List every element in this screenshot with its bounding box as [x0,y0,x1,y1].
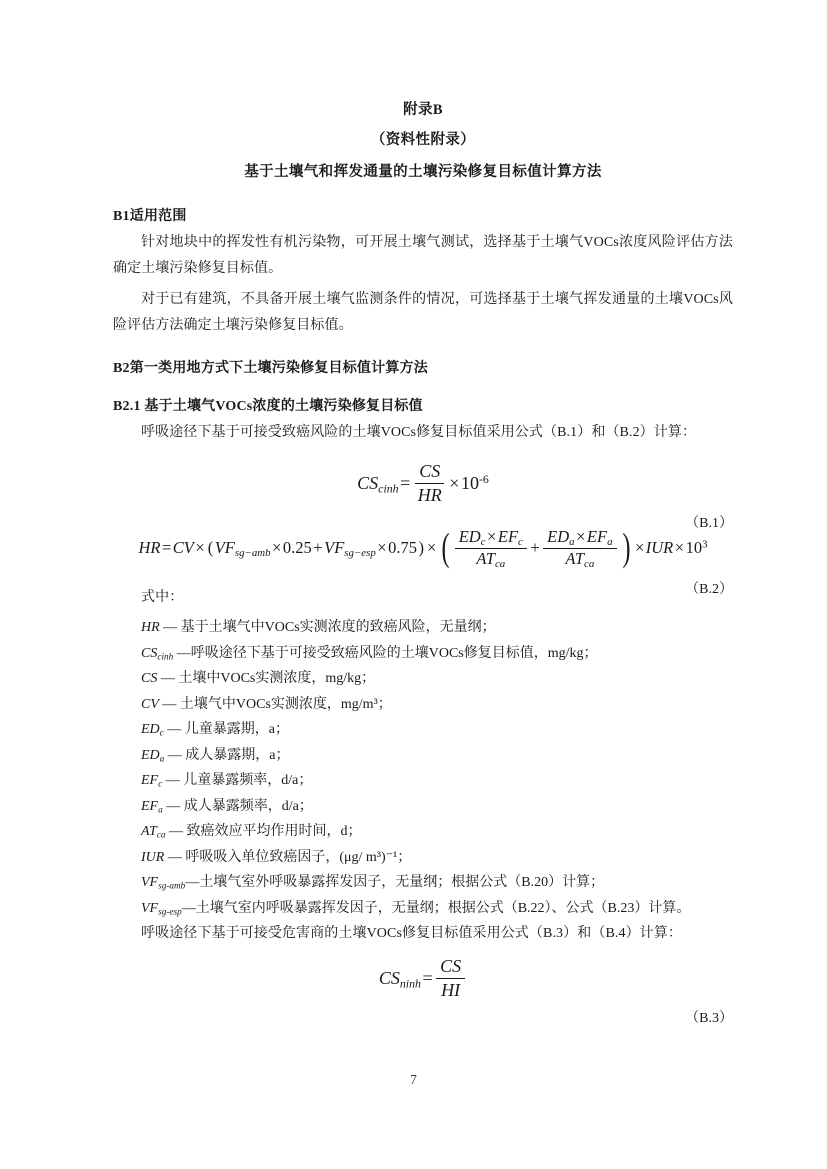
equation-b2-lhs: HR [138,538,161,557]
term-iur: IUR [645,538,674,557]
equation-number-b1: （B.1） [685,516,733,531]
appendix-title: 附录B [403,102,443,118]
definition-item: $VF_{sg-amb}—$土壤气室外呼吸暴露挥发因子，无量纲；根据公式（B.20）计算； [141,875,605,891]
multiply-sign: × [377,538,387,557]
equals-sign: = [400,472,411,493]
page-number: 7 [410,1072,417,1087]
fraction-numerator: $ED_a\times EF_a$ [543,528,616,548]
definition-item: $EF_c$ — 儿童暴露频率，d/a； [141,773,313,789]
definition-item: $CS_{cinh}$ —呼吸途径下基于可接受致癌风险的土壤VOCs修复目标值，mg/kg； [141,645,598,662]
big-close-paren: ) [621,525,630,569]
equation-number-b3: （B.3） [685,1011,733,1026]
definition-item: $EF_a$ — 成人暴露频率，d/a； [141,798,313,815]
plus-sign: + [313,538,323,557]
term-vf-esp: $VF_{sg-esp}$ [324,538,376,560]
definition-item: HR — 基于土壤气中VOCs实测浓度的致癌风险，无量纲； [141,620,496,635]
fraction-denominator: $AT_{ca}$ [565,548,595,570]
coefficient-esp: 0.75 [388,538,417,557]
multiply-sign: × [634,538,645,557]
open-paren: ( [207,538,214,557]
appendix-title-block [113,95,733,187]
equation-number-b2: （B.2） [685,582,733,597]
fraction-denominator: $AT_{ca}$ [476,548,506,570]
big-open-paren: ( [441,525,450,569]
equation-b3-fraction [436,956,465,999]
fraction-numerator: $ED_c\times EF_c$ [455,528,527,548]
where-label: 式中： [141,590,184,605]
multiply-sign: × [195,538,205,557]
fraction-numerator: CS [415,461,444,483]
fraction-denominator: HR [417,484,442,505]
definition-item: $ED_c$ — 儿童暴露期，a； [141,722,289,738]
equals-sign: = [422,967,433,988]
heading-b1: B1适用范围 [113,209,187,224]
page-content [113,95,733,1026]
multiply-sign: × [674,538,685,557]
paragraph-b2-1-intro: 呼吸途径下基于可接受致癌风险的土壤VOCs修复目标值采用公式（B.1）和（B.2）计算： [141,425,697,440]
equals-sign: = [161,538,172,557]
equation-b1-fraction [414,461,446,504]
close-paren: ) [418,538,424,557]
equation-b3-lhs: $CS_{ninh}$ [378,967,421,990]
equation-b2-factor: $10^3$ [685,538,708,557]
fraction-numerator: CS [436,956,465,978]
equation-b2-fraction-adult [543,528,616,568]
definition-item: IUR — 呼吸吸入单位致癌因子，(μg/ m³)⁻¹； [141,849,412,865]
plus-sign: + [530,538,540,557]
equation-b1-factor: $10^{-6}$ [460,471,489,493]
equation-b1-lhs: $CS_{cinh}$ [357,472,399,495]
heading-b2: B2第一类用地方式下土壤污染修复目标值计算方法 [113,361,428,376]
definition-item: $ED_a$ — 成人暴露期，a； [141,747,290,764]
spacer [113,574,733,585]
term-cv: CV [172,538,194,557]
coefficient-amb: 0.25 [282,538,312,557]
multiply-sign: × [272,538,282,557]
equation-b1 [113,460,733,531]
term-vf-amb: $VF_{sg-amb}$ [214,538,271,560]
paragraph-b1-1: 针对地块中的挥发性有机污染物，可开展土壤气测试，选择基于土壤气VOCs浓度风险评估方法确定土壤污染修复目标值。 [113,235,733,276]
fraction-denominator: HI [441,979,461,1000]
multiply-sign: × [449,472,460,493]
appendix-name: 基于土壤气和挥发通量的土壤污染修复目标值计算方法 [244,164,602,180]
equation-b2-fraction-child [455,528,527,568]
multiply-sign: × [426,538,437,557]
equation-b2 [113,522,733,597]
definition-list [113,615,733,921]
paragraph-b1-2: 对于已有建筑，不具备开展土壤气监测条件的情况，可选择基于土壤气挥发通量的土壤VOCs风险评估方法确定土壤污染修复目标值。 [113,292,733,333]
definition-item: $AT_{ca}$ — 致癌效应平均作用时间，d； [141,824,362,840]
definition-item: CS — 土壤中VOCs实测浓度，mg/kg； [141,671,376,686]
definition-item: $VF_{sg-esp}—$土壤气室内呼吸暴露挥发因子，无量纲；根据公式（B.22）、公式（B.23）计算。 [141,900,691,917]
definition-item: CV — 土壤气中VOCs实测浓度，mg/m³； [141,696,392,712]
equation-b3 [113,955,733,1026]
paragraph-b2-1-hq: 呼吸途径下基于可接受危害商的土壤VOCs修复目标值采用公式（B.3）和（B.4）计算： [141,926,682,941]
heading-b2-1: B2.1 基于土壤气VOCs浓度的土壤污染修复目标值 [113,399,423,414]
appendix-subtitle: （资料性附录） [370,132,476,148]
